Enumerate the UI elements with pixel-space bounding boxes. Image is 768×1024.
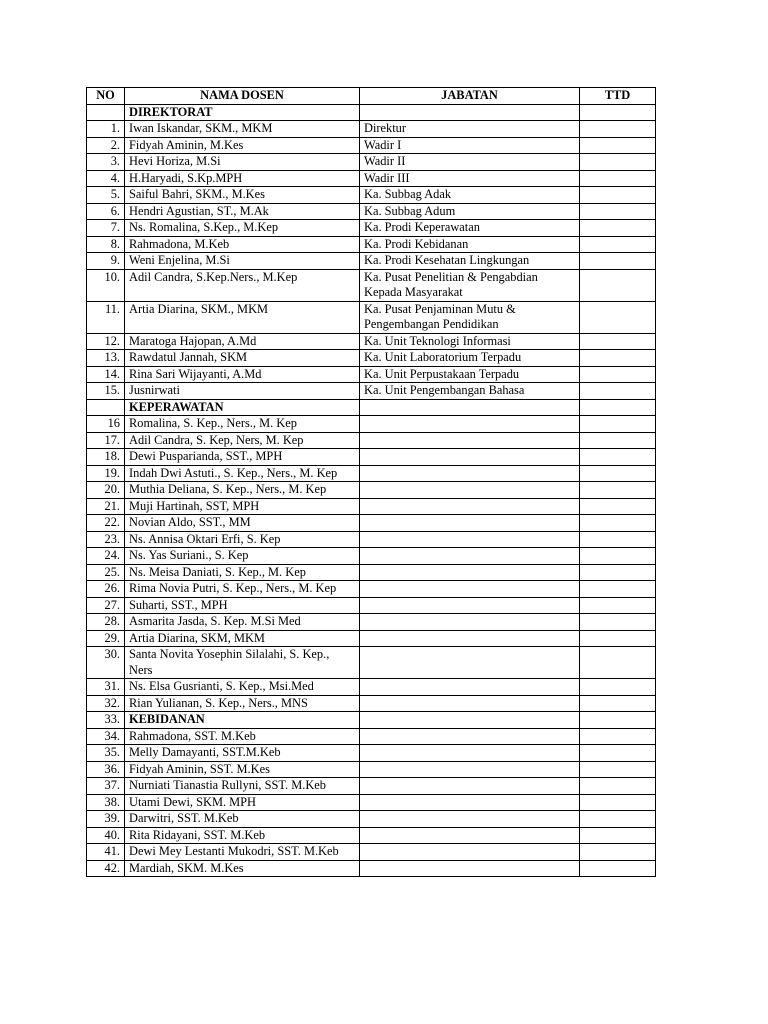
lecturer-name: Weni Enjelina, M.Si (125, 253, 360, 270)
position-cell (360, 614, 580, 631)
header-nama-dosen: NAMA DOSEN (125, 88, 360, 105)
signature-cell (580, 761, 656, 778)
signature-cell (580, 104, 656, 121)
lecturer-name: Suharti, SST., MPH (125, 597, 360, 614)
header-ttd: TTD (580, 88, 656, 105)
lecturer-name: Darwitri, SST. M.Keb (125, 811, 360, 828)
lecturer-name: Ns. Elsa Gusrianti, S. Kep., Msi.Med (125, 679, 360, 696)
signature-cell (580, 170, 656, 187)
position-cell: Ka. Unit Perpustakaan Terpadu (360, 366, 580, 383)
signature-cell (580, 827, 656, 844)
row-number: 42. (87, 860, 125, 877)
signature-cell (580, 515, 656, 532)
section-row (87, 712, 656, 729)
lecturer-name: Dewi Pusparianda, SST., MPH (125, 449, 360, 466)
lecturer-name: Muthia Deliana, S. Kep., Ners., M. Kep (125, 482, 360, 499)
signature-cell (580, 269, 656, 301)
lecturer-name: Utami Dewi, SKM. MPH (125, 794, 360, 811)
header-jabatan: JABATAN (360, 88, 580, 105)
lecturer-name: Artia Diarina, SKM., MKM (125, 301, 360, 333)
position-cell: Ka. Prodi Kebidanan (360, 236, 580, 253)
row-number: 9. (87, 253, 125, 270)
row-number: 30. (87, 647, 125, 679)
position-cell (360, 745, 580, 762)
lecturer-name: Romalina, S. Kep., Ners., M. Kep (125, 416, 360, 433)
row-number: 2. (87, 137, 125, 154)
signature-cell (580, 121, 656, 138)
table-row (87, 465, 656, 482)
position-cell (360, 449, 580, 466)
lecturer-name: Indah Dwi Astuti., S. Kep., Ners., M. Kep (125, 465, 360, 482)
row-number: 18. (87, 449, 125, 466)
section-row (87, 104, 656, 121)
lecturer-name: Adil Candra, S.Kep.Ners., M.Kep (125, 269, 360, 301)
row-number: 10. (87, 269, 125, 301)
table-row (87, 154, 656, 171)
row-number: 8. (87, 236, 125, 253)
table-row (87, 728, 656, 745)
signature-cell (580, 432, 656, 449)
signature-cell (580, 253, 656, 270)
row-number: 36. (87, 761, 125, 778)
position-cell (360, 498, 580, 515)
table-row (87, 170, 656, 187)
row-number: 12. (87, 333, 125, 350)
signature-cell (580, 416, 656, 433)
row-number: 17. (87, 432, 125, 449)
position-cell: Ka. Pusat Penjaminan Mutu & Pengembangan Pendidikan (360, 301, 580, 333)
signature-cell (580, 844, 656, 861)
table-row (87, 531, 656, 548)
lecturer-name: Ns. Romalina, S.Kep., M.Kep (125, 220, 360, 237)
lecturer-name: Rita Ridayani, SST. M.Keb (125, 827, 360, 844)
row-number: 7. (87, 220, 125, 237)
position-cell (360, 515, 580, 532)
signature-cell (580, 548, 656, 565)
row-number: 35. (87, 745, 125, 762)
table-row (87, 236, 656, 253)
lecturer-name: Santa Novita Yosephin Silalahi, S. Kep., Ners (125, 647, 360, 679)
row-number: 27. (87, 597, 125, 614)
row-number: 26. (87, 581, 125, 598)
signature-cell (580, 860, 656, 877)
row-number: 38. (87, 794, 125, 811)
position-cell (360, 597, 580, 614)
table-row (87, 647, 656, 679)
signature-cell (580, 137, 656, 154)
lecturer-name: Dewi Mey Lestanti Mukodri, SST. M.Keb (125, 844, 360, 861)
lecturer-name: Rina Sari Wijayanti, A.Md (125, 366, 360, 383)
signature-cell (580, 581, 656, 598)
row-number: 4. (87, 170, 125, 187)
row-number: 15. (87, 383, 125, 400)
row-number: 41. (87, 844, 125, 861)
row-number (87, 399, 125, 416)
position-cell (360, 531, 580, 548)
position-cell (360, 794, 580, 811)
position-cell (360, 399, 580, 416)
signature-cell (580, 728, 656, 745)
table-row (87, 203, 656, 220)
signature-cell (580, 794, 656, 811)
position-cell (360, 695, 580, 712)
lecturer-name: Rahmadona, SST. M.Keb (125, 728, 360, 745)
table-row (87, 811, 656, 828)
lecturer-name: Rawdatul Jannah, SKM (125, 350, 360, 367)
lecturer-name: Muji Hartinah, SST, MPH (125, 498, 360, 515)
signature-cell (580, 203, 656, 220)
position-cell (360, 416, 580, 433)
table-row (87, 449, 656, 466)
signature-cell (580, 333, 656, 350)
row-number: 22. (87, 515, 125, 532)
signature-cell (580, 597, 656, 614)
row-number: 34. (87, 728, 125, 745)
lecturer-name: Iwan Iskandar, SKM., MKM (125, 121, 360, 138)
position-cell (360, 761, 580, 778)
signature-cell (580, 695, 656, 712)
row-number: 3. (87, 154, 125, 171)
position-cell: Ka. Pusat Penelitian & Pengabdian Kepada Masyarakat (360, 269, 580, 301)
table-row (87, 614, 656, 631)
table-header-row (87, 88, 656, 105)
position-cell (360, 647, 580, 679)
table-row (87, 350, 656, 367)
table-row (87, 269, 656, 301)
table-row (87, 253, 656, 270)
position-cell (360, 827, 580, 844)
position-cell (360, 482, 580, 499)
position-cell: Ka. Subbag Adak (360, 187, 580, 204)
position-cell: Ka. Prodi Kesehatan Lingkungan (360, 253, 580, 270)
table-row (87, 383, 656, 400)
table-row (87, 366, 656, 383)
lecturer-name: H.Haryadi, S.Kp.MPH (125, 170, 360, 187)
lecturer-name: Hendri Agustian, ST., M.Ak (125, 203, 360, 220)
lecturer-name: Mardiah, SKM. M.Kes (125, 860, 360, 877)
lecturer-name: Nurniati Tianastia Rullyni, SST. M.Keb (125, 778, 360, 795)
lecturer-name: Artia Diarina, SKM, MKM (125, 630, 360, 647)
position-cell: Direktur (360, 121, 580, 138)
signature-cell (580, 449, 656, 466)
position-cell (360, 712, 580, 729)
row-number: 5. (87, 187, 125, 204)
table-row (87, 432, 656, 449)
signature-cell (580, 647, 656, 679)
row-number: 32. (87, 695, 125, 712)
signature-cell (580, 482, 656, 499)
position-cell (360, 432, 580, 449)
row-number: 23. (87, 531, 125, 548)
signature-cell (580, 399, 656, 416)
row-number: 11. (87, 301, 125, 333)
table-row (87, 187, 656, 204)
table-row (87, 597, 656, 614)
lecturer-name: Ns. Annisa Oktari Erfi, S. Kep (125, 531, 360, 548)
signature-cell (580, 498, 656, 515)
lecturer-name: Ns. Meisa Daniati, S. Kep., M. Kep (125, 564, 360, 581)
signature-cell (580, 154, 656, 171)
table-row (87, 137, 656, 154)
table-row (87, 220, 656, 237)
section-title: KEPERAWATAN (125, 399, 360, 416)
signature-cell (580, 614, 656, 631)
signature-cell (580, 811, 656, 828)
table-row (87, 515, 656, 532)
signature-cell (580, 301, 656, 333)
position-cell (360, 728, 580, 745)
lecturer-name: Jusnirwati (125, 383, 360, 400)
row-number: 33. (87, 712, 125, 729)
position-cell: Ka. Subbag Adum (360, 203, 580, 220)
lecturer-name: Rima Novia Putri, S. Kep., Ners., M. Kep (125, 581, 360, 598)
lecturer-table (86, 87, 656, 877)
lecturer-name: Asmarita Jasda, S. Kep. M.Si Med (125, 614, 360, 631)
section-title: DIREKTORAT (125, 104, 360, 121)
position-cell: Wadir III (360, 170, 580, 187)
table-row (87, 827, 656, 844)
position-cell (360, 104, 580, 121)
position-cell (360, 465, 580, 482)
lecturer-name: Fidyah Aminin, SST. M.Kes (125, 761, 360, 778)
signature-cell (580, 778, 656, 795)
position-cell (360, 811, 580, 828)
table-row (87, 482, 656, 499)
lecturer-name: Hevi Horiza, M.Si (125, 154, 360, 171)
signature-cell (580, 712, 656, 729)
table-row (87, 301, 656, 333)
lecturer-name: Adil Candra, S. Kep, Ners, M. Kep (125, 432, 360, 449)
table-row (87, 333, 656, 350)
table-row (87, 581, 656, 598)
row-number: 20. (87, 482, 125, 499)
table-row (87, 844, 656, 861)
header-no: NO (87, 88, 125, 105)
lecturer-name: Ns. Yas Suriani., S. Kep (125, 548, 360, 565)
row-number: 14. (87, 366, 125, 383)
section-row (87, 399, 656, 416)
table-row (87, 695, 656, 712)
table-row (87, 498, 656, 515)
table-row (87, 564, 656, 581)
table-row (87, 416, 656, 433)
section-title: KEBIDANAN (125, 712, 360, 729)
signature-cell (580, 236, 656, 253)
lecturer-name: Fidyah Aminin, M.Kes (125, 137, 360, 154)
table-row (87, 794, 656, 811)
row-number: 37. (87, 778, 125, 795)
signature-cell (580, 366, 656, 383)
signature-cell (580, 383, 656, 400)
signature-cell (580, 350, 656, 367)
row-number: 1. (87, 121, 125, 138)
signature-cell (580, 679, 656, 696)
row-number: 6. (87, 203, 125, 220)
row-number: 25. (87, 564, 125, 581)
signature-cell (580, 564, 656, 581)
position-cell: Ka. Unit Pengembangan Bahasa (360, 383, 580, 400)
row-number: 29. (87, 630, 125, 647)
lecturer-name: Saiful Bahri, SKM., M.Kes (125, 187, 360, 204)
row-number: 13. (87, 350, 125, 367)
row-number: 39. (87, 811, 125, 828)
row-number: 19. (87, 465, 125, 482)
signature-cell (580, 531, 656, 548)
position-cell (360, 844, 580, 861)
position-cell: Ka. Unit Laboratorium Terpadu (360, 350, 580, 367)
position-cell (360, 581, 580, 598)
row-number: 24. (87, 548, 125, 565)
signature-cell (580, 187, 656, 204)
table-row (87, 745, 656, 762)
position-cell (360, 778, 580, 795)
table-row (87, 548, 656, 565)
position-cell (360, 860, 580, 877)
row-number: 40. (87, 827, 125, 844)
table-row (87, 778, 656, 795)
lecturer-name: Rahmadona, M.Keb (125, 236, 360, 253)
table-row (87, 679, 656, 696)
position-cell (360, 679, 580, 696)
row-number: 21. (87, 498, 125, 515)
row-number: 31. (87, 679, 125, 696)
signature-cell (580, 220, 656, 237)
lecturer-name: Rian Yulianan, S. Kep., Ners., MNS (125, 695, 360, 712)
position-cell: Ka. Prodi Keperawatan (360, 220, 580, 237)
signature-cell (580, 630, 656, 647)
position-cell: Ka. Unit Teknologi Informasi (360, 333, 580, 350)
row-number: 28. (87, 614, 125, 631)
position-cell: Wadir I (360, 137, 580, 154)
position-cell (360, 564, 580, 581)
table-row (87, 761, 656, 778)
lecturer-name: Maratoga Hajopan, A.Md (125, 333, 360, 350)
row-number: 16 (87, 416, 125, 433)
table-row (87, 121, 656, 138)
signature-cell (580, 745, 656, 762)
table-row (87, 630, 656, 647)
row-number (87, 104, 125, 121)
lecturer-name: Novian Aldo, SST., MM (125, 515, 360, 532)
position-cell (360, 548, 580, 565)
lecturer-name: Melly Damayanti, SST.M.Keb (125, 745, 360, 762)
signature-cell (580, 465, 656, 482)
position-cell: Wadir II (360, 154, 580, 171)
position-cell (360, 630, 580, 647)
table-row (87, 860, 656, 877)
